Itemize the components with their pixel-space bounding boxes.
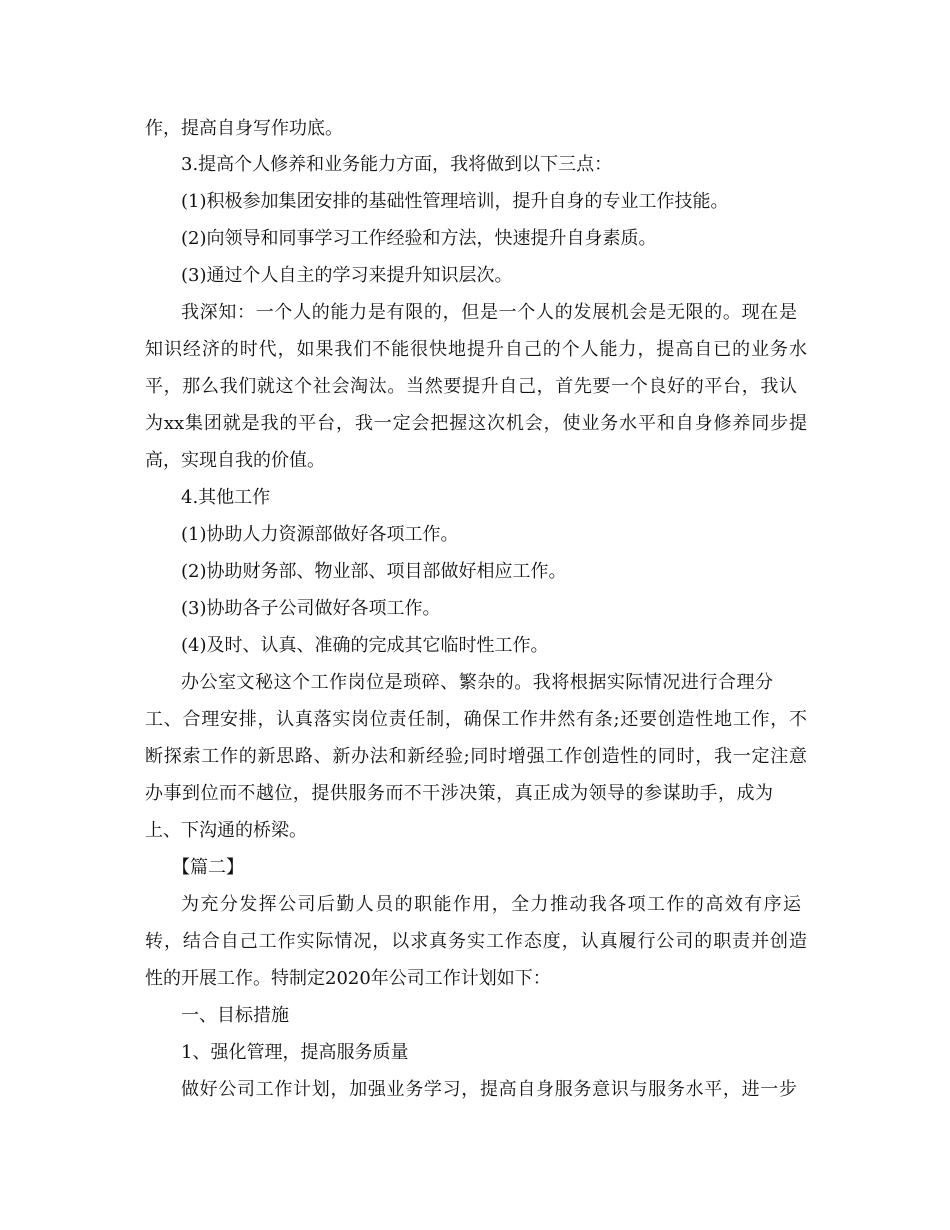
list-item: (1)积极参加集团安排的基础性管理培训，提升自身的专业工作技能。 <box>181 191 729 212</box>
list-item: (3)通过个人自主的学习来提升知识层次。 <box>181 265 513 286</box>
section-heading: 4.其他工作 <box>181 487 271 508</box>
section-title: 【篇二】 <box>172 857 244 878</box>
paragraph-line: 做好公司工作计划，加强业务学习，提高自身服务意识与服务水平，进一步 <box>181 1079 797 1100</box>
list-item: (1)协助人力资源部做好各项工作。 <box>181 524 459 545</box>
section-heading: 1、强化管理，提高服务质量 <box>181 1042 409 1063</box>
paragraph-line: 办事到位而不越位，提供服务而不干涉决策，真正成为领导的参谋助手，成为 <box>145 783 773 804</box>
paragraph-line: 我深知：一个人的能力是有限的，但是一个人的发展机会是无限的。现在是 <box>181 302 797 323</box>
paragraph-line: 性的开展工作。特制定2020年公司工作计划如下： <box>145 968 551 989</box>
list-item: (2)协助财务部、物业部、项目部做好相应工作。 <box>181 561 567 582</box>
paragraph-line: 平，那么我们就这个社会淘汰。当然要提升自己，首先要一个良好的平台，我认 <box>145 376 797 397</box>
section-heading: 一、目标措施 <box>181 1005 289 1026</box>
list-item: (4)及时、认真、准确的完成其它临时性工作。 <box>181 635 549 656</box>
paragraph-line: 为充分发挥公司后勤人员的职能作用，全力推动我各项工作的高效有序运 <box>181 894 801 915</box>
paragraph-line: 工、合理安排，认真落实岗位责任制，确保工作井然有条;还要创造性地工作，不 <box>145 709 807 730</box>
list-item: (3)协助各子公司做好各项工作。 <box>181 598 441 619</box>
paragraph-line: 高，实现自我的价值。 <box>145 450 325 471</box>
paragraph-line: 为xx集团就是我的平台，我一定会把握这次机会，使业务水平和自身修养同步提 <box>145 413 807 434</box>
paragraph-line: 上、下沟通的桥梁。 <box>145 820 307 841</box>
paragraph-line: 办公室文秘这个工作岗位是琐碎、繁杂的。我将根据实际情况进行合理分 <box>181 672 773 693</box>
paragraph-line: 转，结合自己工作实际情况，以求真务实工作态度，认真履行公司的职责并创造 <box>145 931 807 952</box>
list-item: (2)向领导和同事学习工作经验和方法，快速提升自身素质。 <box>181 228 657 249</box>
text-line: 作，提高自身写作功底。 <box>145 118 343 139</box>
paragraph-line: 断探索工作的新思路、新办法和新经验;同时增强工作创造性的同时，我一定注意 <box>145 746 807 767</box>
paragraph-line: 知识经济的时代，如果我们不能很快地提升自己的个人能力，提高自已的业务水 <box>145 339 807 360</box>
section-heading: 3.提高个人修养和业务能力方面，我将做到以下三点： <box>181 154 613 175</box>
